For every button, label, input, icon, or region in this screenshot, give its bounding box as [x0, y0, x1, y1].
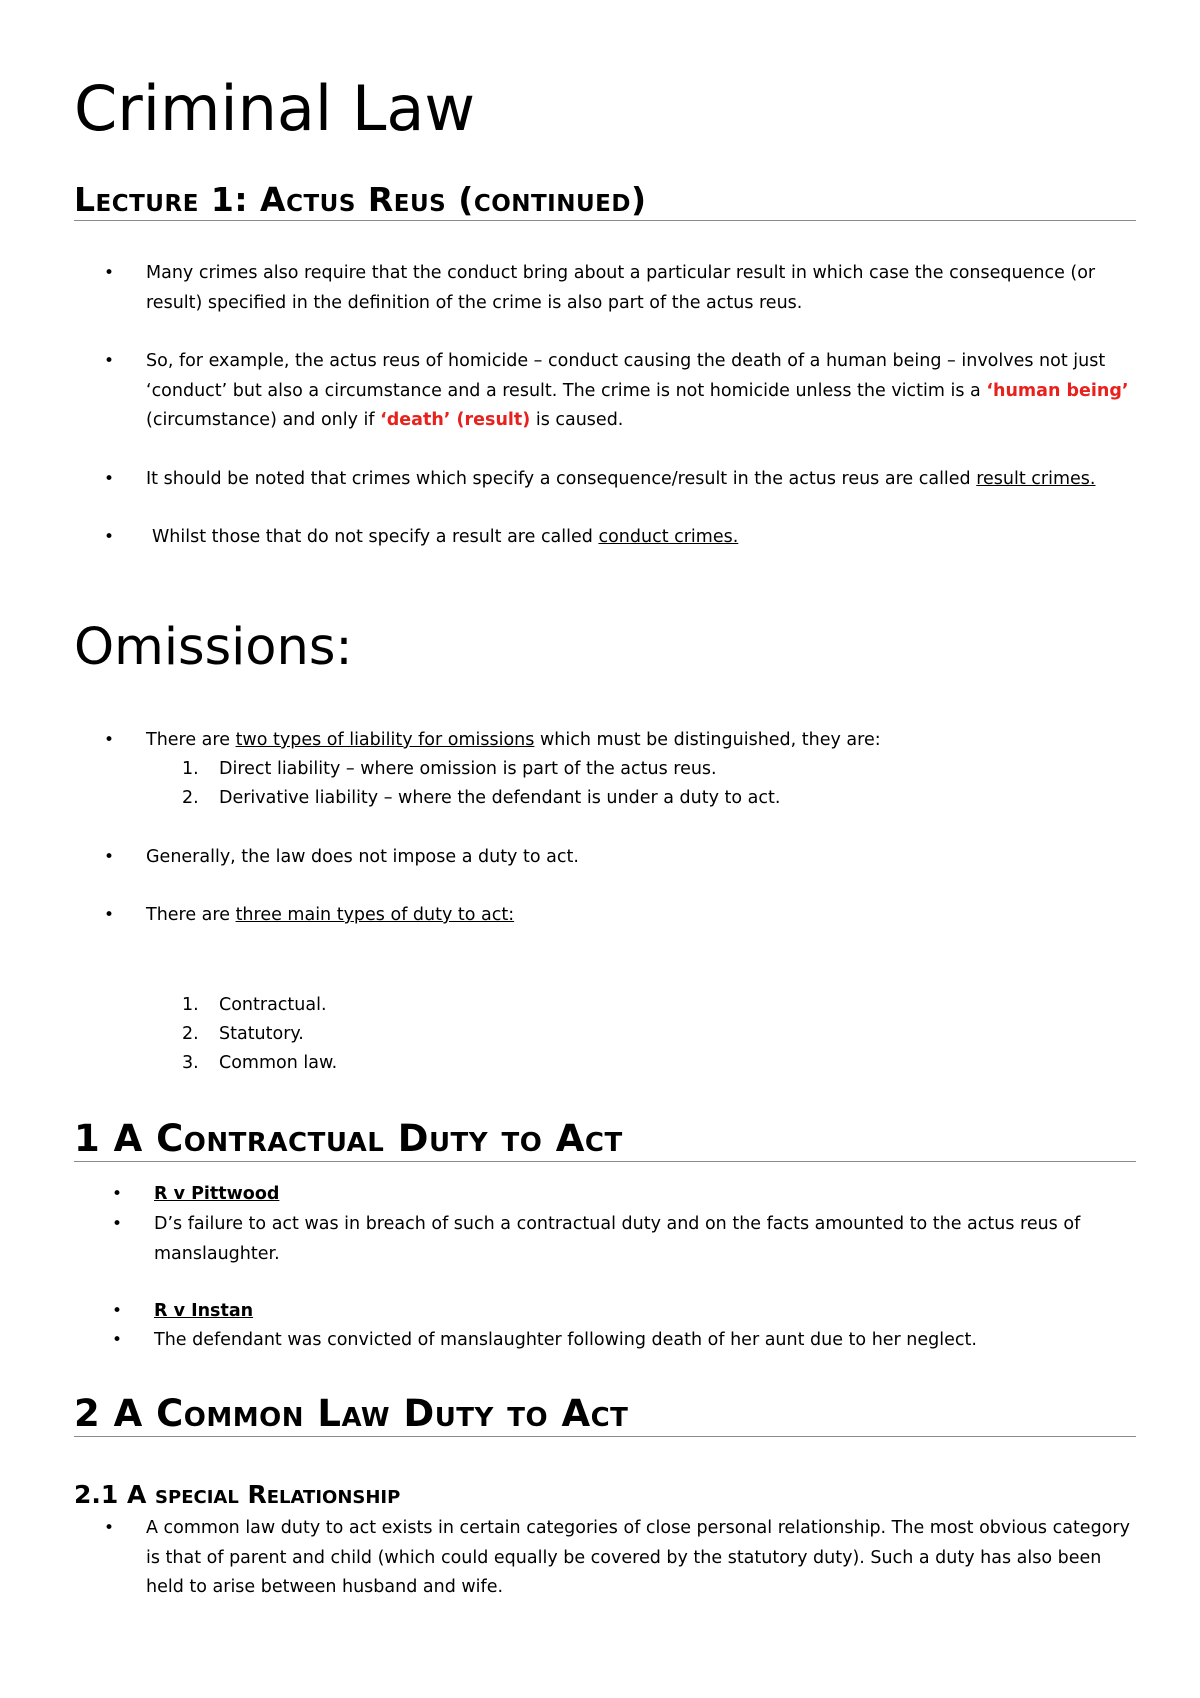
omissions-heading: Omissions:: [74, 618, 353, 677]
bullet-icon: •: [104, 847, 115, 867]
bullet-icon: •: [104, 905, 115, 925]
case-name-pittwood: R v Pittwood: [154, 1184, 280, 1204]
list-number: 2.: [182, 788, 199, 808]
bullet-icon: •: [104, 263, 115, 283]
term-result-crimes: result crimes.: [976, 469, 1096, 489]
bullet-icon: •: [104, 527, 115, 547]
emphasis-human-being: ‘human being’: [986, 380, 1129, 401]
bullet-icon: •: [104, 351, 115, 371]
special-relationship-heading: 2.1 A special Relationship: [74, 1480, 401, 1509]
list-item-contractual: Contractual.: [219, 995, 327, 1015]
term-two-types: two types of liability for omissions: [235, 730, 535, 750]
document-title: Criminal Law: [74, 72, 476, 145]
bullet-text-conduct-crimes: Whilst those that do not specify a result are called conduct crimes.: [152, 527, 739, 547]
list-item-direct-liability: Direct liability – where omission is part of the actus reus.: [219, 759, 717, 779]
emphasis-death-result: ‘death’ (result): [380, 410, 531, 430]
bullet-text-result-crimes: It should be noted that crimes which specify a consequence/result in the actus reus are called result crimes.: [146, 469, 1096, 489]
case-text-pittwood: D’s failure to act was in breach of such a contractual duty and on the facts amounted to the actus reus of manslaughter.: [154, 1214, 1081, 1264]
case-name-instan: R v Instan: [154, 1301, 254, 1321]
list-number: 1.: [182, 995, 199, 1015]
list-item-derivative-liability: Derivative liability – where the defendant is under a duty to act.: [219, 788, 781, 808]
list-number: 2.: [182, 1024, 199, 1044]
bullet-text-special-relationship: A common law duty to act exists in certain categories of close personal relationship. The most obvious category is that of parent and child (which could equally be covered by the statutory duty). Such a duty has also been held to arise between husband and wife.: [146, 1518, 1130, 1597]
list-number: 1.: [182, 759, 199, 779]
bullet-text-two-types: There are two types of liability for omissions which must be distinguished, they are:: [146, 730, 881, 750]
list-item-statutory: Statutory.: [219, 1024, 304, 1044]
bullet-icon: •: [112, 1184, 123, 1204]
bullet-text-three-types: There are three main types of duty to act:: [146, 905, 515, 925]
list-item-common-law: Common law.: [219, 1053, 338, 1073]
common-law-duty-heading: 2 A Common Law Duty to Act: [74, 1395, 1136, 1437]
bullet-icon: •: [112, 1330, 123, 1350]
lecture-heading: Lecture 1: Actus Reus (continued): [74, 183, 1136, 221]
list-number: 3.: [182, 1053, 199, 1073]
term-conduct-crimes: conduct crimes.: [598, 527, 739, 547]
bullet-icon: •: [112, 1301, 123, 1321]
bullet-text-result-requirement: Many crimes also require that the conduct bring about a particular result in which case the consequence (or result) specified in the definition of the crime is also part of the actus reus.: [146, 263, 1096, 313]
bullet-text-no-duty: Generally, the law does not impose a duty to act.: [146, 847, 579, 867]
contractual-duty-heading: 1 A Contractual Duty to Act: [74, 1120, 1136, 1162]
bullet-text-homicide-example: So, for example, the actus reus of homicide – conduct causing the death of a human being – involves not just ‘conduct’ but also a circumstance and a result. The crime is not homicide unless the victim is a ‘human being’ (circumstance) and only if ‘death’ (result) is caused.: [146, 351, 1129, 430]
case-text-instan: The defendant was convicted of manslaughter following death of her aunt due to her neglect.: [154, 1330, 977, 1350]
term-three-types: three main types of duty to act:: [235, 905, 515, 925]
bullet-icon: •: [112, 1214, 123, 1234]
bullet-icon: •: [104, 469, 115, 489]
bullet-icon: •: [104, 1518, 115, 1538]
bullet-icon: •: [104, 730, 115, 750]
